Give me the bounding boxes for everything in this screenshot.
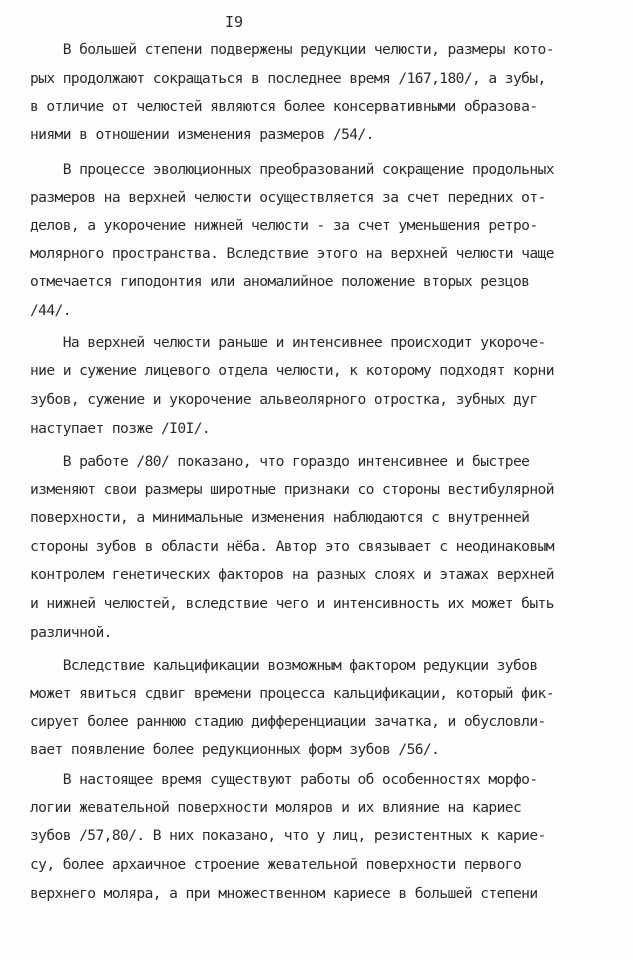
text-line: В процессе эволюционных преобразований сокращение продольных: [30, 161, 554, 178]
text-line: ние и сужение лицевого отдела челюсти, к которому подходят корни: [30, 362, 554, 379]
text-line: логии жевательной поверхности моляров и их влияние на кариес: [30, 799, 522, 816]
text-line: изменяют свои размеры широтные признаки со стороны вестибулярной: [30, 481, 554, 498]
text-line: отмечается гиподонтия или аномалийное положение вторых резцов: [30, 273, 530, 290]
text-line: молярного пространства. Вследствие этого на верхней челюсти чаще: [30, 245, 554, 262]
text-line: вает появление более редукционных форм зубов /56/.: [30, 741, 440, 758]
text-line: ниями в отношении изменения размеров /54/.: [30, 126, 374, 143]
text-line: На верхней челюсти раньше и интенсивнее происходит укороче-: [30, 334, 546, 351]
text-line: в отличие от челюстей являются более консервативными образова-: [30, 98, 538, 115]
text-line: сирует более раннюю стадию дифференциации зачатка, и обусловли-: [30, 713, 546, 730]
text-line: различной.: [30, 624, 112, 641]
text-line: В настоящее время существуют работы об особенностях морфо-: [30, 771, 538, 788]
text-line: делов, а укорочение нижней челюсти - за счет уменьшения ретро-: [30, 217, 538, 234]
text-line: су, более архаичное строение жевательной поверхности первого: [30, 856, 522, 873]
text-line: может явиться сдвиг времени процесса кальцификации, который фик-: [30, 685, 554, 702]
page-number: I9: [225, 13, 244, 31]
text-line: верхнего моляра, а при множественном кариесе в большей степени: [30, 885, 538, 902]
text-line: контролем генетических факторов на разных слоях и этажах верхней: [30, 566, 554, 583]
text-line: стороны зубов в области нёба. Автор это связывает с неодинаковым: [30, 538, 554, 555]
text-line: поверхности, а минимальные изменения наблюдаются с внутренней: [30, 509, 530, 526]
text-line: зубов, сужение и укорочение альвеолярного отростка, зубных дуг: [30, 391, 538, 408]
text-line: Вследствие кальцификации возможным фактором редукции зубов: [30, 657, 538, 674]
text-line: /44/.: [30, 302, 71, 319]
text-line: В работе /80/ показано, что гораздо интенсивнее и быстрее: [30, 453, 530, 470]
text-line: зубов /57,80/. В них показано, что у лиц, резистентных к карие-: [30, 827, 546, 844]
text-line: В большей степени подвержены редукции челюсти, размеры кото-: [30, 41, 554, 58]
text-line: и нижней челюстей, вследствие чего и интенсивность их может быть: [30, 595, 554, 612]
text-line: размеров на верхней челюсти осуществляется за счет передних от-: [30, 189, 546, 206]
text-line: наступает позже /I0I/.: [30, 420, 211, 437]
text-line: рых продолжают сокращаться в последнее время /167,180/, а зубы,: [30, 70, 546, 87]
